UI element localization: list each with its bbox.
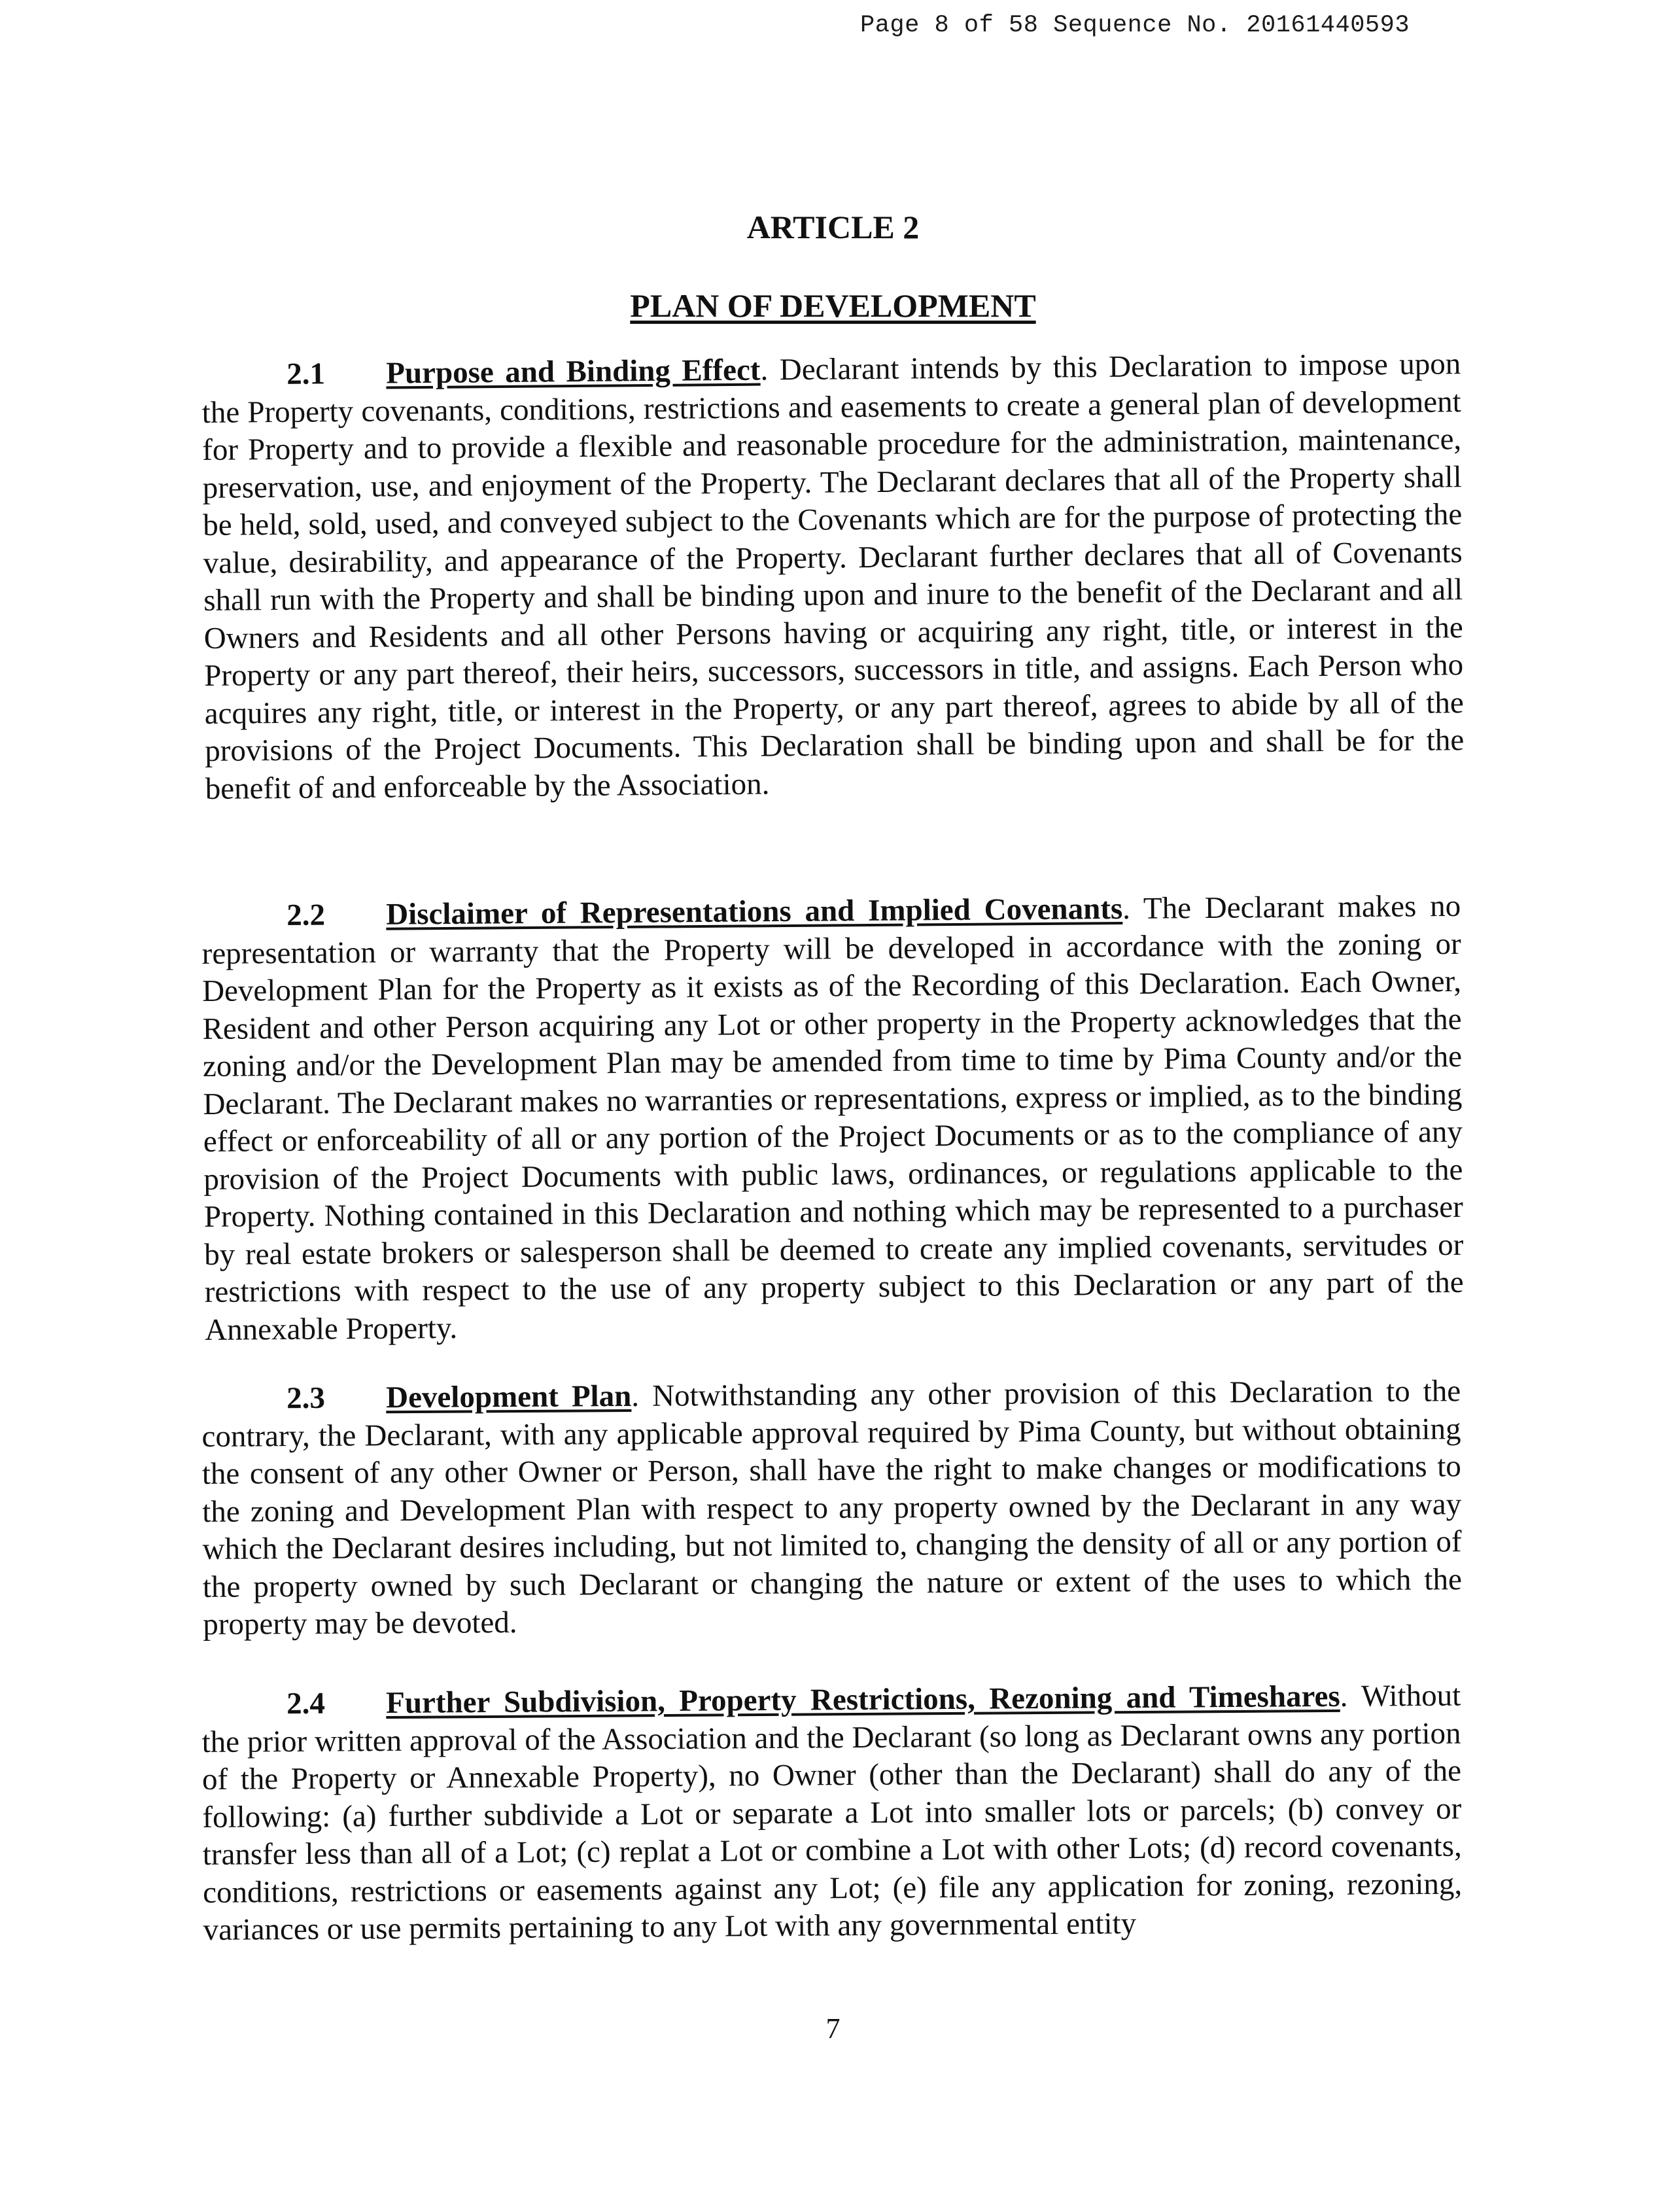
article-subtitle-text: PLAN OF DEVELOPMENT — [630, 287, 1036, 324]
section-number: 2.2 — [286, 898, 326, 932]
section-heading: Development Plan — [386, 1378, 632, 1415]
section-body: The Declarant makes no representation or warranty that the Property will be developed in accordance with the zoning or Development Plan for the Property as it exists as of the Recording of this Declaration. Each Owner, Resident and other Person acquiring any Lot or other property in the Property acknowledges that the zoning and/or the Development Plan may be amended from time to time by Pima County and/or the Declarant. The Declarant makes no warranties or representations, express or implied, as to the binding effect or enforceability of all or any portion of the Project Documents or as to the compliance of any provision of the Project Documents with public laws, ordinances, or regulations applicable to the Property. Nothing contained in this Declaration and nothing which may be represented to a purchaser by real estate brokers or salesperson shall be deemed to create any implied covenants, servitudes or restrictions with respect to the use of any property subject to this Declaration or any part of the Annexable Property. — [201, 888, 1464, 1347]
page-number: 7 — [825, 2012, 841, 2045]
section-body: Without the prior written approval of the Association and the Declarant (so long as Declarant owns any portion of the Property or Annexable Property), no Owner (other than the Declarant) shall do any of the following: (a) further subdivide a Lot or separate a Lot into smaller lots or parcels; (b) convey or transfer less than all of a Lot; (c) replat a Lot or combine a Lot with other Lots; (d) record covenants, conditions, restrictions or easements against any Lot; (e) file any application for zoning, rezoning, variances or use permits pertaining to any Lot with any governmental entity — [201, 1678, 1463, 1947]
section-heading: Disclaimer of Representations and Implied Covenants — [386, 891, 1123, 932]
section-heading: Further Subdivision, Property Restrictions, Rezoning and Timeshares — [386, 1679, 1340, 1721]
section-2-3: 2.3 Development Plan. Notwithstanding any other provision of this Declaration to the contrary, the Declarant, with any applicable approval required by Pima County, but without obtaining the consent of any other Owner or Person, shall have the right to make changes or modifications to the zoning and Development Plan with respect to any property owned by the Declarant in any way which the Declarant desires including, but not limited to, changing the density of all or any portion of the property owned by such Declarant or changing the nature or extent of the uses to which the property may be devoted. — [201, 1374, 1463, 1641]
section-2-2: 2.2 Disclaimer of Representations and Implied Covenants. The Declarant makes no representation or warranty that the Property will be developed in accordance with the zoning or Development Plan for the Property as it exists as of the Recording of this Declaration. Each Owner, Resident and other Person acquiring any Lot or other property in the Property acknowledges that the zoning and/or the Development Plan may be amended from time to time by Pima County and/or the Declarant. The Declarant makes no warranties or representations, express or implied, as to the binding effect or enforceability of all or any portion of the Project Documents or as to the compliance of any provision of the Project Documents with public laws, ordinances, or regulations applicable to the Property. Nothing contained in this Declaration and nothing which may be represented to a purchaser by real estate brokers or salesperson shall be deemed to create any implied covenants, servitudes or restrictions with respect to the use of any property subject to this Declaration or any part of the Annexable Property. — [201, 888, 1464, 1347]
section-number: 2.4 — [286, 1686, 326, 1721]
article-subtitle — [0, 287, 1666, 325]
article-title: ARTICLE 2 — [746, 209, 920, 245]
section-number: 2.3 — [286, 1380, 326, 1416]
page-sequence-stamp: Page 8 of 58 Sequence No. 20161440593 — [860, 12, 1410, 39]
section-2-1: 2.1 Purpose and Binding Effect. Declarant intends by this Declaration to impose upon the Property covenants, conditions, restrictions and easements to create a general plan of development for Property and to provide a flexible and reasonable procedure for the administration, maintenance, preservation, use, and enjoyment of the Property. The Declarant declares that all of the Property shall be held, sold, used, and conveyed subject to the Covenants which are for the purpose of protecting the value, desirability, and appearance of the Property. Declarant further declares that all of Covenants shall run with the Property and shall be binding upon and inure to the benefit of the Declarant and all Owners and Residents and all other Persons having or acquiring any right, title, or interest in the Property or any part thereof, their heirs, successors, successors in title, and assigns. Each Person who acquires any right, title, or interest in the Property, or any part thereof, agrees to abide by all of the provisions of the Project Documents. This Declaration shall be binding upon and shall be for the benefit of and enforceable by the Association. — [201, 347, 1465, 806]
section-heading: Purpose and Binding Effect — [386, 353, 761, 391]
section-2-4: 2.4 Further Subdivision, Property Restrictions, Rezoning and Timeshares. Without the prior written approval of the Association and the Declarant (so long as Declarant owns any portion of the Property or Annexable Property), no Owner (other than the Declarant) shall do any of the following: (a) further subdivide a Lot or separate a Lot into smaller lots or parcels; (b) convey or transfer less than all of a Lot; (c) replat a Lot or combine a Lot with other Lots; (d) record covenants, conditions, restrictions or easements against any Lot; (e) file any application for zoning, rezoning, variances or use permits pertaining to any Lot with any governmental entity — [201, 1678, 1463, 1947]
section-body: Notwithstanding any other provision of this Declaration to the contrary, the Declarant, with any applicable approval required by Pima County, but without obtaining the consent of any other Owner or Person, shall have the right to make changes or modifications to the zoning and Development Plan with respect to any property owned by the Declarant in any way which the Declarant desires including, but not limited to, changing the density of all or any portion of the property owned by such Declarant or changing the nature or extent of the uses to which the property may be devoted. — [201, 1374, 1463, 1641]
section-body: Declarant intends by this Declaration to impose upon the Property covenants, conditions, restrictions and easements to create a general plan of development for Property and to provide a flexible and reasonable procedure for the administration, maintenance, preservation, use, and enjoyment of the Property. The Declarant declares that all of the Property shall be held, sold, used, and conveyed subject to the Covenants which are for the purpose of protecting the value, desirability, and appearance of the Property. Declarant further declares that all of Covenants shall run with the Property and shall be binding upon and inure to the benefit of the Declarant and all Owners and Residents and all other Persons having or acquiring any right, title, or interest in the Property or any part thereof, their heirs, successors, successors in title, and assigns. Each Person who acquires any right, title, or interest in the Property, or any part thereof, agrees to abide by all of the provisions of the Project Documents. This Declaration shall be binding upon and shall be for the benefit of and enforceable by the Association. — [201, 347, 1465, 806]
section-number: 2.1 — [286, 357, 326, 391]
